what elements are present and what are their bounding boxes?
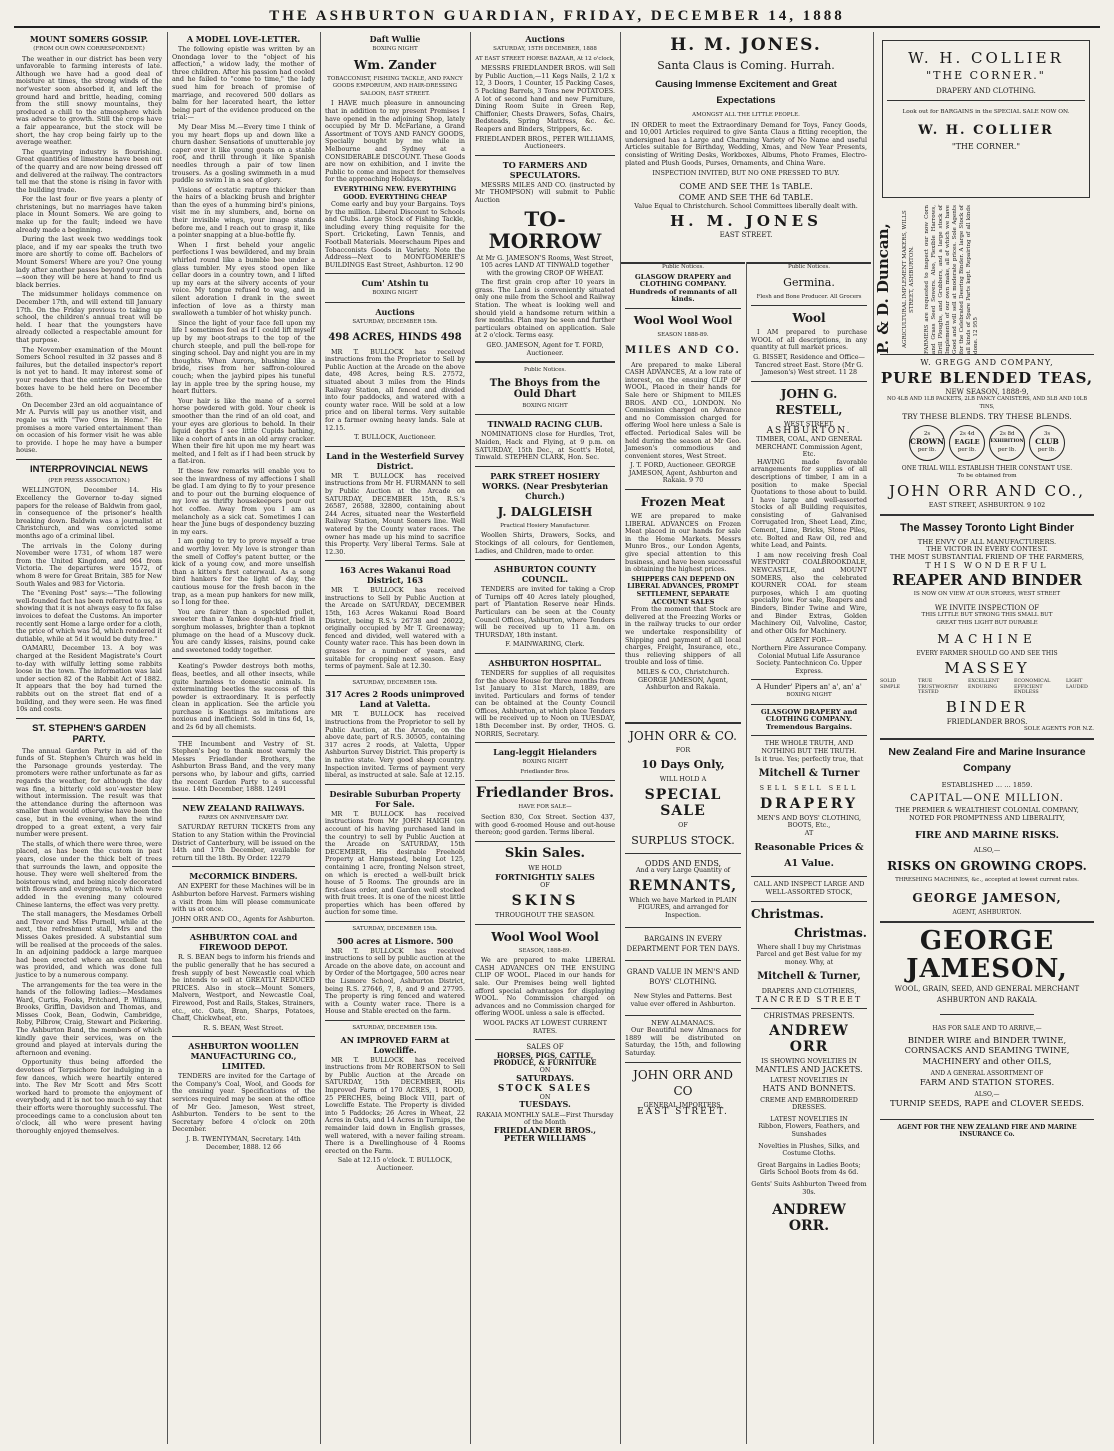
paragraph: When I first beheld your angelic perfections I was bewildered, and my brain whirled round like a bumble bee under a glass tumbler. My eyes stood open like cellar doors in a country town, and I lifted up my ears at the silvery accents of your voice. My tongue refused to wag, and in silent adoration I drank in the sweet infection of love as a thirsty man swalloweth a tumbler of hot whisky punch. xyxy=(172,240,315,318)
packets: NO 4LB AND 1LB PACKETS, 2LB FANCY CANISTERS, AND 5LB AND 10LB TINS, xyxy=(886,396,1088,410)
wool-sign: G. BISSET, Residence and Office—Tancred street East. Store (Mr G. Jameson's) West street. 11 28 xyxy=(753,352,865,377)
public-notices: Public Notices. xyxy=(523,367,567,374)
land-text: MR T. BULLOCK has received instructions from Mr H. FURMANN to sell by Public Auction at the Arcade on SATURDAY, DECEMBER 15th, R.S.'s 26587, 26588, 32800, containing about 244 Acres, situated near the Westerfield Railway Station, Mount Somers line. Well watered by the County water races. The owner has made up his mind to sacrifice this Property. Very liberal Terms. Sale at 12.30. xyxy=(325,471,465,556)
friedlander-text: Section 830, Cox Street. Section 437, with good 6-roomed House and out-house thereon; good garden. Terms liberal. xyxy=(475,813,615,837)
on-view: IS NOW ON VIEW AT OUR STORES, WEST STREET xyxy=(913,591,1061,598)
miles-co: MILES AND CO. xyxy=(625,344,741,356)
acres-text: MR T. BULLOCK has received instructions from the Proprietor to Sell by Public Auction at the Arcade on the above date, 498 Acres, being R.S. 27572, situated about 3 miles from the Hinds Railway Station, all fenced and divided into four paddocks, and watered with a county water race. Will be sold at a low price and on liberal terms. Very suitable for a farmer owning heavy lands. Sale at 12.15. xyxy=(325,347,465,432)
zander-text: I HAVE much pleasure in announcing that in addition to my present Premises I have opened in the adjoining Shop, lately occupied by Mr D. McFarlane, a Grand Assortment of TOYS AND FANCY GOODS, Specially bought by me while in Melbourne and Sydney at a CONSIDERABLE DISCOUNT. These Goods are now on exhibition, and I invite the Public to come and inspect for themselves for the approaching Holidays. xyxy=(325,99,465,184)
germina-sub: Flesh and Bone Producer. All Grocers xyxy=(756,293,862,300)
mens: MEN'S AND BOYS' CLOTHING, BOOTS, Etc., xyxy=(756,813,861,830)
collier-title-2: W. H. COLLIER xyxy=(918,123,1054,138)
mitchell-turner: Mitchell & Turner xyxy=(758,768,860,780)
wool: Wool xyxy=(792,311,826,326)
wool-heading: Wool Wool Wool xyxy=(633,313,733,327)
look-out: Look out for BARGAINS in the SPECIAL SALE NOW ON. xyxy=(902,109,1070,115)
invite: WE INVITE INSPECTION OF xyxy=(934,603,1040,612)
paragraph: During the last week two weddings took place, and if my ear speaks the truth two more are shortly to come off. Bachelors of Mount Somers! Where are you? One young lady after another passes beyond your reach—soon they will be here at hand to find us black berries. xyxy=(16,235,162,289)
attr-true: TRUE TRUSTWORTHY TESTED xyxy=(918,679,959,696)
subheading: (FROM OUR OWN CORRESPONDENT.) xyxy=(33,46,145,52)
fbros-footer: FRIEDLANDER BROS., xyxy=(493,1125,597,1136)
zander-text-2: Come early and buy your Bargains. Toys by the million. Liberal Discount to Schools and Clubs. Large Stock of Fishing Tackle, including every thing requisite for the Sport. Cricketing, Lawn Tennis, and Football Materials. Meerschaum Pipes and Tobacconists Goods in Variety. Note the Address—Next to MONTGOMERIE'S BUILDINGS East Street, Ashburton. 12 90 xyxy=(325,200,465,269)
of: OF xyxy=(678,820,688,829)
binder: BINDER xyxy=(945,697,1029,716)
column-1 xyxy=(12,32,166,1444)
we-hold: WE HOLD xyxy=(528,863,562,872)
amongst: AMONGST ALL THE LITTLE PEOPLE. xyxy=(692,112,800,118)
boxing-night: BOXING NIGHT xyxy=(372,46,418,52)
timber: TIMBER, COAL, AND GENERAL MERCHANT. Commission Agent, Etc. xyxy=(755,434,863,459)
tea-exhibition: 2s 8d EXHIBITION per lb. xyxy=(989,425,1025,461)
coal-heading: ASHBURTON COAL and FIREWOOD DEPOT. xyxy=(189,932,298,953)
showing: IS SHOWING NOVELTIES IN xyxy=(761,1057,857,1066)
restell: JOHN G. RESTELL, xyxy=(775,386,843,417)
farm-text: MR T. BULLOCK has received instructions from Mr ROBERTSON to Sell by Public Auction at the Arcade on SATURDAY, 15th DECEMBER, His Improved Farm of 170 ACRES, 1 ROOD, 25 PERCHES, being Block VIII, part of Lowcliffe Estate. The Property is divided into 5 Paddocks; 26 Acres in Wheat, 22 Acres in Oats, and 14 Acres in Turnips, the remainder laid down in English grasses, well watered, with a never failing stream. There is a Dwellinghouse of 4 Rooms erected on the Farm. xyxy=(325,1055,465,1155)
bargains: BARGAINS IN EVERY DEPARTMENT FOR TEN DAYS. xyxy=(626,935,740,954)
whole-truth: THE WHOLE TRUTH, AND NOTHING BUT THE TRUTH. xyxy=(761,739,857,755)
where: Where shall I buy my Christmas Parcel and get Best value for my money. Why, at xyxy=(756,942,862,966)
ribbon: Ribbon, Flowers, Feathers, and Sunshades xyxy=(758,1122,860,1138)
established: ESTABLISHED ... ... 1859. xyxy=(941,780,1033,789)
of: OF xyxy=(540,881,550,890)
pure-teas: PURE BLENDED TEAS, xyxy=(880,368,1094,387)
at: AT xyxy=(804,828,814,837)
paragraph: The arrangements for the tea were in the hands of the following ladies:—Mesdames Ward, Curtis, Fooks, Pritchard, P. Williams, Brooks, Griffin, Davidson and Thomas, and Misses Cook, Bean, Godwin, Cambridge, Roby, Pilbrow, Craig, Stewart and Pickering. The Ashburton Band, the members of which kindly gave their services, was on the ground and played at intervals during the afternoon and evening. xyxy=(16,980,162,1057)
binders-heading: McCORMICK BINDERS. xyxy=(189,871,298,882)
heading-mount-somers: MOUNT SOMERS GOSSIP. xyxy=(29,34,149,44)
daft-wullie: Daft Wullie xyxy=(369,34,421,44)
noted: NOTED FOR PROMPTNESS AND LIBERALITY, xyxy=(909,813,1065,822)
andrew-orr: ANDREW ORR xyxy=(769,1023,849,1056)
paragraph: If these few remarks will enable you to see the inwardness of my affections I shall be glad. I am dying to fly to your presence and to pour out the burning eloquence of my love as thrifty housekeepers pour out hot coffee. Away from you I am as melancholy as a sick cat. Sometimes I can hear the June bugs of despondency buzzing in my ears. xyxy=(172,467,315,536)
lismore-text: MR T. BULLOCK has received instructions to sell by public auction at the Arcade on the above date, on account and by Order of the Mortgagee, 500 acres near the Lismore School, Ashburton District, being R.S. 27646, 7, 8, and 9 and 27795. The property is ring fenced and watered with a County water race. There is a House and Stable erected on the farm. xyxy=(325,946,465,1016)
ashburton: ASHBURTON. xyxy=(766,426,852,437)
nz-fire: New Zealand Fire and Marine Insurance Company xyxy=(888,745,1086,774)
suburban-heading: Desirable Suburban Property For Sale. xyxy=(329,788,461,809)
paragraph: The midsummer holidays commence on December 17th, and will extend till January 17th. On the Friday previous to taking up school, the children's annual treat will be held. I hear that the youngsters have already collected a respectable amount for that purpose. xyxy=(16,290,162,344)
lismore-heading: 500 acres at Lismore. 500 xyxy=(336,935,454,946)
new-season: NEW SEASON, 1888-9, xyxy=(945,387,1029,396)
agent-for: AGENT FOR— xyxy=(785,636,833,645)
friedlander-heading: Friedlander Bros. xyxy=(476,785,614,802)
friedlander: FRIEDLANDER BROS. xyxy=(946,717,1028,726)
paragraph: Since the light of your face fell upon my life I sometimes feel as if I could lift myself up by my boot-straps to the top of the church steeple, and pull the bell-rope for singing school. Day and night you are in my thoughts. When Aurora, blushing like a bride, rises from her saffron-coloured couch; when the jaybird pipes his tuneful lay in apple tree by the spring house, my heart flutters. xyxy=(172,318,315,396)
farm-heading: AN IMPROVED FARM at Lowcliffe. xyxy=(340,1034,450,1055)
also: ALSO,— xyxy=(973,846,1001,855)
boxing-night: BOXING NIGHT xyxy=(372,290,418,297)
auctions-heading: Auctions xyxy=(525,34,565,44)
drapery: DRAPERY xyxy=(759,795,859,812)
paragraph: You are fairer than a speckled pullet, sweeter than a Yankee dough-nut fried in sorghum molasses, brighter than a topknot plumage on the head of a Muscovy duck. You are candy kisses, raisins, pound cake and sweetened toddy together. xyxy=(172,607,315,654)
woollen-heading: ASHBURTON WOOLLEN MANUFACTURING CO., LIMITED. xyxy=(188,1041,299,1072)
railways-sub: FARES ON ANNIVERSARY DAY. xyxy=(198,814,289,821)
wool-text: I AM prepared to purchase WOOL of all descriptions, in any quantity at full market prices. xyxy=(751,328,867,352)
john-orr: JOHN ORR & CO. xyxy=(629,728,737,743)
inspection: INSPECTION INVITED, BUT NO ONE PRESSED TO BUY. xyxy=(652,169,840,178)
date-line: SATURDAY, 15TH DECEMBER, 1888 xyxy=(493,46,597,52)
dresses: DRESSES. xyxy=(791,1103,827,1112)
paragraph: OAMARU, December 13. A boy was charged at the Resident Magistrate's Court to-day with wilfully letting some rabbits loose in the town. The information was laid under section 82 of the Rabbit Act of 1882. It appears that the boy had turned the rabbits out on the street flat end of a building, and they were seen. He was fined 10s and costs. xyxy=(16,644,162,714)
frozen-sign: MILES & CO., Christchurch. GEORGE JAMESON, Agent, Ashburton and Rakaia. xyxy=(636,667,730,692)
boxing-night: BOXING NIGHT xyxy=(786,691,832,698)
county-heading: ASHBURTON COUNTY COUNCIL. xyxy=(493,564,597,585)
tomorrow-heading: TO-MORROW xyxy=(488,206,602,253)
skins: SKINS xyxy=(511,893,579,909)
auctions-heading: Auctions xyxy=(375,307,415,318)
paragraph: The stalls, of which there were three, were placed, as has been the custom in past years, close under the thick belt of trees that surrounds the lawn, and opposite the house. They were well sheltered from the boisterous wind, and being nicely decorated with flowers and evergreens, to which were added in the evening many coloured Chinese lanterns, the effect was very pretty. xyxy=(16,839,162,909)
attr-light: LIGHT LAUDED xyxy=(1066,679,1088,690)
column-3 xyxy=(321,32,469,1444)
stock-sales: STOCK SALES xyxy=(497,1084,593,1095)
sole-agents: SOLE AGENTS FOR N.Z. xyxy=(1024,726,1094,733)
hm-jones-title: H. M. JONES. xyxy=(670,35,822,55)
premier: THE PREMIER & WEALTHIEST COLONIAL COMPANY, xyxy=(895,805,1079,814)
massey: MASSEY xyxy=(944,659,1030,678)
hats: HATS AND BONNETS. xyxy=(762,1084,856,1093)
wool-merchant: WOOL, GRAIN, SEED, AND GENERAL MERCHANT xyxy=(894,984,1080,993)
bazaar-text: MESSRS FRIEDLANDER BROS. will Sell by Public Auction,—11 Kegs Nails, 2 1/2 x 12, 3 Doors, 1 Counter, 15 Packing Cases, 5 Packing Barrels, 3 Tons new POTATOES. A lot of second hand and new Furniture, Dining Room Suite in Green Rep, Chiffonier, Chests Drawers, Sofas, Chairs, Bedsteads, Spring Mattress, &c. &c. Reapers and Binders, Strippers, &c. xyxy=(475,64,615,133)
hpc: HORSES, PIGS, CATTLE, PRODUCE, & FURNITURE xyxy=(493,1050,597,1068)
also-2: ALSO,— xyxy=(974,1090,1000,1098)
dalgleish-text: Woollen Shirts, Drawers, Socks, and Stockings of all colours, for Gentlemen, Ladies, and Children, made to order. xyxy=(475,531,615,555)
railways-text: SATURDAY RETURN TICKETS from any Station to any Station within the Provincial District of Canterbury, will be issued on the 14th and 17th December, available for return till the 18th. By Order. 12279 xyxy=(172,823,315,862)
christmas-1: Christmas. xyxy=(751,906,824,921)
fortnightly: FORTNIGHTLY SALES xyxy=(495,872,595,883)
hm-jones-2: H. M. JONES xyxy=(670,212,822,231)
saturdays: SATURDAYS. xyxy=(516,1072,574,1083)
massey-attributes xyxy=(880,679,1094,696)
collier-title: W. H. COLLIER xyxy=(908,49,1064,67)
to-be-obtained: To be obtained from xyxy=(957,472,1017,479)
sell: SELL SELL SELL xyxy=(759,784,859,793)
woollen-sign: J. B. TWENTYMAN, Secretary. 14th December, 1888. 12 66 xyxy=(186,1135,301,1151)
east-street: EAST STREET. xyxy=(637,1107,729,1118)
is-true: Is it true. Yes; perfectly true, that xyxy=(754,754,864,763)
paragraph: My Dear Miss M.—Every time I think of you my heart flops up and down like a churn dasher. Sensations of unutterable joy caper over it like young goats on a stable roof, and thrill through it like Spanish needles through a pair of tow linen trousers. As a gosling swimmeth in a mud puddle so swim I in a sea of glory. xyxy=(172,122,315,185)
footer-agent: AGENT FOR THE NEW ZEALAND FIRE AND MARINE INSURANCE Co. xyxy=(897,1123,1077,1139)
bhoys-heading: The Bhoys from the Ould Dhart xyxy=(489,377,601,400)
attr-econ: ECONOMICAL EFFICIENT ENDLESS xyxy=(1014,679,1051,696)
frozen-text-2: From the moment that Stock are delivered at the Freezing Works or in the railway trucks to our order we undertake responsibility of Shipping and payment of all local charges, Freight, Insurance, etc., thus relieving shippers of all trouble and loss of time. xyxy=(625,605,741,667)
farm-sign: Sale at 12.15 o'clock. T. BULLOCK, Auctioneer. xyxy=(337,1156,453,1172)
coal-sign: R. S. BEAN, West Street. xyxy=(203,1023,284,1032)
masthead xyxy=(14,6,1100,28)
fb-sign: FRIEDLANDER BROS., PETER WILLIAMS, Auctioneers. xyxy=(475,134,615,151)
grand-value: GRAND VALUE IN MEN'S AND BOYS' CLOTHING. xyxy=(626,968,740,987)
sect-heading: 163 Acres Wakanui Road District, 163 xyxy=(339,565,451,586)
threshing: THRESHING MACHINES, &c., accepted at lowest current rates. xyxy=(895,876,1079,883)
mantles: MANTLES AND JACKETS. xyxy=(755,1064,863,1074)
xmas-presents: CHRISTMAS PRESENTS. xyxy=(763,1011,855,1020)
boxing-night: BOXING NIGHT xyxy=(522,402,568,409)
wool-text: We are prepared to make LIBERAL CASH ADVANCES ON THE ENSUING CLIP OF WOOL. Placed in our hands for sale. Our Premises being well lighted afford special advantages for displaying WOOL. No Commission charged on advances and no Commission charged for offering WOOL unless a sale is effected. xyxy=(475,956,615,1018)
binders-text: AN EXPERT for these Machines will be in Ashburton before Harvest. Farmers wishing a visit from him will please communicate with us at once. xyxy=(172,882,315,914)
paragraph: I am going to try to prove myself a true and worthy lover. My love is stronger than the smell of Coffey's patent butter, or the kick of a young cow, and more unselfish than a kitten's first caterwaul. As a song bird hankers for the light of day, the cautious mouse for the fresh bacon in the trap, as a mean pup hankers for new milk, so I long for thee. xyxy=(172,537,315,607)
ashburton-rakaia: ASHBURTON AND RAKAIA. xyxy=(936,995,1038,1004)
glasgow: GLASGOW DRAPERY and CLOTHING COMPANY. Hundreds of remnants of all kinds. xyxy=(629,272,737,304)
railways-heading: NEW ZEALAND RAILWAYS. xyxy=(182,802,305,813)
tea-crown: 2s CROWN per lb. xyxy=(909,425,945,461)
fbros-small: Friedlander Bros. xyxy=(520,768,570,775)
john-orr-2: JOHN ORR AND CO xyxy=(633,1067,733,1098)
attr-solid: SOLID SIMPLE xyxy=(880,679,901,690)
subheading: (PER PRESS ASSOCIATION.) xyxy=(48,477,130,484)
paragraph: The November examination of the Mount Somers School resulted in 32 passes and 8 failures, but the detailed inspector's report is not yet to hand. It may interest some of your readers that the entries for two of the boxes have to be held here on December 26th. xyxy=(16,345,162,400)
large-qty: And a very Large Quantity of xyxy=(635,866,731,875)
collier-ad xyxy=(882,40,1090,198)
wool-heading: Wool Wool Wool xyxy=(491,929,599,944)
paragraph: The stall managers, the Mesdames Orbell and Trevor and Miss Purnell, while at the next, the refreshment stall, Mrs and the Misses Oakes presided. A substantial sum will be realised at the proceeds of the sales. In an adjoining paddock a large marquee had been erected where an excellent tea was provided, and which was done full justice to by a numerous company. xyxy=(16,910,162,979)
hospital-heading: ASHBURTON HOSPITAL. xyxy=(488,657,602,668)
six-table: COME AND SEE THE 6d TABLE. xyxy=(678,192,814,202)
santa: Santa Claus is Coming. Hurrah. xyxy=(657,59,835,72)
tomorrow-sign: GEO. JAMESON, Agent for T. FORD, Auctioneer. xyxy=(486,341,604,357)
christmas-2: Christmas. xyxy=(794,925,867,940)
fire-marine: FIRE AND MARINE RISKS. xyxy=(915,830,1059,842)
bazaar-line: AT EAST STREET HORSE BAZAAR, At 12 o'clock, xyxy=(475,55,615,62)
shippers: SHIPPERS CAN DEPEND ON LIBERAL ADVANCES, PROMPT SETTLEMENT, SEPARATE ACCOUNT SALES xyxy=(627,574,739,606)
hielanders: Lang-leggit Hielanders xyxy=(493,747,597,758)
season: SEASON, 1888-89. xyxy=(518,947,572,954)
new-styles: New Styles and Patterns. Best value ever offered in Ashburton. xyxy=(630,992,736,1009)
reaper-binder: REAPER AND BINDER xyxy=(892,571,1082,590)
attr-exc: EXCELLENT ENDURING xyxy=(968,679,1000,690)
marked: Which we have Marked in PLAIN FIGURES, and arranged for Inspection. xyxy=(629,895,737,919)
heading-garden-party: ST. STEPHEN'S GARDEN PARTY. xyxy=(32,722,146,745)
boxing-night: BOXING NIGHT xyxy=(522,759,568,766)
column-4 xyxy=(471,32,619,1444)
heading-interprovincial: INTERPROVINCIAL NEWS xyxy=(29,463,149,475)
acres-heading: 498 ACRES, HINDS 498 xyxy=(328,331,462,343)
novelties: Novelties in Plushes, Silks, and Costume Cloths. xyxy=(758,1141,860,1158)
throughout: THROUGHOUT THE SEASON. xyxy=(495,911,595,919)
tea-club: 3s CLUB per lb. xyxy=(1029,425,1065,461)
andrew-orr-2: ANDREW ORR. xyxy=(772,1202,846,1235)
paragraph: The "Evening Post" says:—"The following well-founded fact has been referred to us, as showing that it is not always easy to fix false invoices to defeat the Customs. An importer recently sent Home a large order for a cloth, the price of which was 5d, which rendered it dutiable, while at 5d it would be duty free." xyxy=(16,589,162,643)
capital: CAPITAL—ONE MILLION. xyxy=(910,793,1064,805)
causing: Causing Immense Excitement and Great Expectations xyxy=(655,79,837,106)
zander-new: EVERYTHING NEW. EVERYTHING GOOD. EVERYTHING CHEAP xyxy=(333,184,457,201)
season: SEASON 1888-89. xyxy=(657,331,709,338)
west-street: WEST STREET, xyxy=(783,419,835,428)
one-table: COME AND SEE THE 1s TABLE. xyxy=(679,181,813,191)
mitchell-turner-2: Mitchell & Turner, xyxy=(757,971,861,983)
tomorrow-text-2: The first grain crop after 10 years in grass. The Land is conveniently situated only one mile from the School and Railway Station. The wheat is looking well and should yield a handsome return within a few months. Plan may be seen and further particulars obtained on application. Sale at 2 o'clock. Terms easy. xyxy=(475,278,615,340)
on: ON xyxy=(539,1092,551,1101)
tea-circles xyxy=(880,425,1094,461)
heading-love-letter: A MODEL LOVE-LETTER. xyxy=(186,34,301,44)
frozen-text: WE are prepared to make LIBERAL ADVANCES on Frozen Meat placed in our hands for sale in the Home Markets. Messrs Munro Bros., our London Agents, give special attention to this business, and have been successful in obtaining the highest prices. xyxy=(625,512,741,574)
john-orr: JOHN ORR AND CO., xyxy=(888,482,1086,501)
east-street: EAST STREET. xyxy=(719,231,773,240)
growing-crops: RISKS ON GROWING CROPS. xyxy=(887,858,1087,873)
turnip-seeds: TURNIP SEEDS, RAPE and CLOVER SEEDS. xyxy=(890,1099,1084,1110)
paragraph: For the last four or five years a plenty of christenings, but no marriages have taken place in Mount Somers. We are going to make up for the fault; indeed we have already made a beginning. xyxy=(16,195,162,234)
duncan-sub: AGRICULTURAL IMPLEMENT MAKERS, WILLS STREET, ASHBURTON. xyxy=(902,210,915,349)
paragraph: On December 23rd an old acquaintance of Mr A. Purvis will pay us another visit, and regale us with "Two Ores in Home." He promises a more varied entertainment than on occasion of his former visit he was able to provide. I hope he may have a bumper house. xyxy=(16,400,162,455)
date-line: SATURDAY, DECEMBER 15th. xyxy=(352,319,438,326)
boots: Great Bargains in Ladies Boots; Girls School Boots from 4s 6d. xyxy=(757,1160,861,1177)
call-inspect: CALL AND INSPECT LARGE AND WELL-ASSORTED STOCK, xyxy=(753,880,865,897)
farmers-text: MESSRS MILES AND CO. (instructed by Mr THOMPSON) will submit to Public Auction xyxy=(475,180,615,204)
duncan-title: P. & D. Duncan, xyxy=(874,223,892,354)
this-wonderful: THIS WONDERFUL xyxy=(925,560,1049,570)
drapery: DRAPERY AND CLOTHING. xyxy=(936,87,1036,95)
column-5b xyxy=(747,262,871,1444)
valetta-text: MR T. BULLOCK has received instructions from the Proprietor to sell by Public Auction, at the Arcade, on the above date, part of R.S. 30505, containing 317 acres 2 roods, at Valetta, Upper Ashburton Survey District. This property is in native state. Very good sheep country. Inspection invited. Terms of payment very liberal, as instructed at sale. Sale at 12.15. xyxy=(325,710,465,780)
date-line: SATURDAY, DECEMBER 15th. xyxy=(352,679,438,686)
hospital-text: TENDERS for supplies of all requisites for the above House for three months from 1st January to 31st March, 1889, are invited. Particulars and forms of tender can be obtained at the County Council Offices, Ashburton, at which place Tenders will be received up to Noon on TUESDAY, 18th December inst. By order, THOS. G. NORRIS, Secretary. xyxy=(475,668,615,738)
suburban-text: MR T. BULLOCK has received instructions from Mr JOHN HAIGH (on account of his having purchased land in the country) to sell by Public Auction at the Arcade on SATURDAY, 15th DECEMBER, His desirable Freehold Property at Hampstead, being Lot 125, containing 1 acre, fronting Nelson street, on which is erected a well-built brick house of 5 Rooms. The grounds are in first-class order, and Garden well stocked with fruit trees. It is one of the nicest little properties which has been offered by auction for some time. xyxy=(325,809,465,917)
land-heading: Land in the Westerfield Survey District. xyxy=(326,450,464,471)
column-2 xyxy=(168,32,319,1444)
pw-footer: PETER WILLIAMS xyxy=(503,1132,587,1143)
special-sale: SPECIAL SALE xyxy=(644,786,722,819)
tuesdays: TUESDAYS. xyxy=(519,1099,571,1110)
try-blends: TRY THESE BLENDS. TRY THESE BLENDS. xyxy=(902,412,1072,422)
date-line: SATURDAY, DECEMBER 15th. xyxy=(352,926,438,933)
corner: "THE CORNER." xyxy=(926,69,1046,82)
paragraph: Opportunity thus being afforded the devotees of Terpsichore for indulging in a few dances, which were heartily entered into. The Rev Mr Scott and Mrs Scott worked hard to promote the enjoyment of everybody, and it is not too much to say that their efforts were thoroughly successful. The proceedings came to a conclusion about ten o'clock, all who were present having thoroughly enjoyed themselves. xyxy=(16,1058,162,1135)
massey-title: The Massey Toronto Light Binder xyxy=(900,521,1074,534)
drapers: DRAPERS AND CLOTHIERS, xyxy=(761,987,857,996)
has-for-sale: HAS FOR SALE AND TO ARRIVE,— xyxy=(932,1025,1042,1033)
column-5a xyxy=(621,262,745,1444)
paragraph: The quarrying industry is flourishing. Great quantities of limestone have been out of the quarry and are now being dressed off and delivered at the railway. The contractors tell me that the stone is rising in favor with the building trade. xyxy=(16,147,162,194)
have-for-sale: HAVE FOR SALE— xyxy=(518,804,572,811)
latest-2: LATEST NOVELTIES IN xyxy=(770,1114,848,1123)
woollen-text: TENDERS are invited for the Cartage of the Company's Coal, Wool, and Goods for the ensuing year. Specifications of the services required may be seen at the office of Mr Geo. Jameson, West street, Ashburton. Tenders to be sent to the Secretary before 4 o'clock on 20th December. xyxy=(172,1072,315,1134)
county-sign: F. MAINWARING, Clerk. xyxy=(505,640,585,649)
thanks-notice: THE Incumbent and Vestry of St. Stephen's beg to thank most warmly the Messrs Friedlander Brothers, the Ashburton Brass Band, and the very many persons who, by labour and gifts, carried the recent Garden Party to a successful issue. 14th December, 1888. 12491 xyxy=(172,739,315,794)
little-strong: THIS LITTLE BUT STRONG THIS SMALL BUT GREAT THIS LIGHT BUT DURABLE xyxy=(921,612,1053,626)
binders-sign: JOHN ORR AND CO., Agents for Ashburton. xyxy=(172,914,315,923)
public-notices: Public Notices. xyxy=(661,264,705,270)
hm-jones-ad xyxy=(621,32,871,257)
coal-text: R. S. BEAN begs to inform his friends and the public generally that he has secured a fresh supply of best Newcastle coal which he intends to sell at GREATLY REDUCED PRICES. Also in stock—Mount Somers, Malvern, Westport, and Newcastle Coal, Firewood, Post and Rails, Stakes, Strainers, etc., etc. Oats, Bran, Sharps, Potatoes, Chaff, Chickwheat, etc. xyxy=(172,953,315,1023)
duncan-ad xyxy=(874,205,1094,355)
tancred: TANCRED STREET xyxy=(755,995,863,1005)
masthead-title: THE ASHBURTON GUARDIAN, FRIDAY, DECEMBER 14, 1888 xyxy=(269,8,845,24)
paragraph: The following epistle was written by an Onondaga lover to the "object of his affection," a widow lady, the mother of three children. After his passion had cooled and he failed to "come to time," the lady sued him for breach of promise of marriage, and recovered 500 dollars as balm for her lacerated heart, the letter being part of the evidence produced on the trial:— xyxy=(172,45,315,122)
miles-sign: J. T. FORD, Auctioneer. GEORGE JAMESON, Agent, Ashburton and Rakaia. 9 70 xyxy=(628,461,738,485)
farm-stores: FARM AND STATION STORES. xyxy=(919,1078,1055,1089)
racing-text: NOMINATIONS close for Hurdles, Trot, Maiden, Hack and Flying, at 9 p.m. on SATURDAY, 15th Dec., at Scott's Hotel, Tinwald. STEPHEN CLARK, Hon. Sec. xyxy=(475,430,615,462)
surplus: SURPLUS STOCK. xyxy=(631,833,735,847)
germina: Germina. xyxy=(783,275,835,289)
almanacs-text: Our Beautiful new Almanacs for 1889 will be distributed on Saturday, the 15th, and following Saturday. xyxy=(625,1026,741,1058)
machine: MACHINE xyxy=(937,631,1037,646)
zander-sub: TOBACCONIST, FISHING TACKLE, AND FANCY GOODS EMPORIUM, AND HAIR-DRESSING SALOON, EAST STREET. xyxy=(327,75,463,97)
jorr-address: EAST STREET, ASHBURTON. 9 102 xyxy=(928,501,1046,510)
paragraph: The annual Garden Party in aid of the funds of St. Stephen's Church was held in the Parsonage grounds yesterday. The promoters were rather unfortunate as far as regards the weather, for although the day was fine, a bitterly cold sou'-wester blew without intermission. The result was that the attendance during the afternoon was smaller than would otherwise have been the case, but in the evening, when the wind dropped to a great extent, a very fair number were present. xyxy=(16,746,162,839)
tea-eagle: 2s 4d EAGLE per lb. xyxy=(949,425,985,461)
general-assortment: AND A GENERAL ASSORTMENT OF xyxy=(930,1069,1044,1077)
bullock-sign: T. BULLOCK, Auctioneer. xyxy=(354,433,436,442)
tomorrow-text: At Mr G. JAMESON'S Rooms, West Street, 105 acres LAND AT TINWALD together with the growing CROP OF WHEAT. xyxy=(476,253,614,277)
skin-sales: Skin Sales. xyxy=(504,845,586,861)
keating-ad: Keating's Powder destroys both moths, fleas, beetles, and all other insects, while quite harmless to domestic animals. In exterminating beetles the success of this powder is extraordinary. It is perfectly clean in application. See the article you purchase is Keatings as imitations are noxious and inefficient. Sold in tins 6d, 1s, and 2s 6d by all chemists. xyxy=(172,662,315,732)
paragraph: WELLINGTON, December 14. His Excellency the Governor to-day signed papers for the release of Baldwin from gaol, in consequence of the prisoner's health breaking down. Baldwin was a journalist at Christchurch, and was convicted some months ago of a criminal libel. xyxy=(16,486,162,541)
restell-text-2: I am now receiving fresh Coal WESTPORT COALBROOKDALE, NEWCASTLE, and MOUNT SOMERS, also the celebrated KOURNER COAL for steam purposes, which I am quoting specially low. For sale, Reapers and Binders, Binder Twine and Wire, and Binder Extras, Golden Machinery Oil, Valvoline, Castor, and other Oils for Machinery. xyxy=(751,550,867,635)
latest: LATEST NOVELTIES IN xyxy=(770,1076,848,1085)
victor: THE VICTOR IN EVERY CONTEST. xyxy=(926,545,1048,554)
column-6 xyxy=(876,205,1098,1445)
agent-text: Northern Fire Assurance Company. Colonial Mutual Life Assurance Society. Pantechnicon Co. Upper Express. xyxy=(751,643,867,675)
wool-packs: WOOL PACKS AT LOWEST CURRENT RATES. xyxy=(482,1018,608,1035)
value-line: Value Equal to Christchurch. School Committees liberally dealt with. xyxy=(634,201,858,210)
farmers-heading: TO FARMERS AND SPECULATORS. xyxy=(502,159,588,180)
paragraph: The arrivals in the Colony during November were 1731, of whom 187 were from the United Kingdom, and 964 from Victoria. The departures were 1572, of whom 8 were for Great Britain, 385 for New South Wales and 983 for Victoria. xyxy=(16,541,162,588)
zander-title: Wm. Zander xyxy=(353,57,437,72)
sales-of: SALES OF xyxy=(526,1043,564,1052)
paragraph: The weather in our district has been very unfavorable to farming interests of late. Although we have had a good deal of moisture at times, the strong winds of the nor'wester soon absorbed it, and left the ground hard and brittle, heading, coming from the still snowy mountains, they produced a chill to the atmosphere which was adverse to growth. Still the crops have a fair appearance, but the stock will be short, the hay crop being fairly up to the average weather. xyxy=(16,54,162,147)
one-trial: ONE TRIAL WILL ESTABLISH THEIR CONSTANT USE. xyxy=(901,464,1073,472)
valetta-heading: 317 Acres 2 Roods unimproved Land at Valetta. xyxy=(325,689,465,710)
binder-wire: BINDER WIRE and BINDER TWINE, xyxy=(907,1035,1067,1046)
will-hold: WILL HOLD A xyxy=(659,775,707,784)
cornsacks: CORNSACKS AND SEAMING TWINE, xyxy=(904,1046,1070,1057)
restell-text: HAVING made favorable arrangements for supplies of all descriptions of timber, I am in a position to make Special Quotations to those about to build. I have large and well-assorted Stocks of all Building requisites, consisting of Galvanised Corrugated Iron, Sheet Lead, Zinc, Cement, Lime, Bricks, Stone Piles, etc. Bolted and Raw Oil, red and white Lead, and Paints. xyxy=(751,457,867,550)
george-jameson-big: GEORGE JAMESON, xyxy=(906,925,1068,984)
paragraph: Visions of ecstatic rapture thicker than the hairs of a blacking brush and brighter than the eyes of a humming bird's pinions, visit me in my slumbers, and, borne on their invisible wings, your image stands before me, and I reach out to grasp it, like a pointer snapping at a blue-bottle fly. xyxy=(172,185,315,240)
envy: THE ENVY OF ALL MANUFACTURERS. xyxy=(917,537,1057,546)
remnants: REMNANTS, xyxy=(628,877,738,894)
gregg: W. GREGG AND COMPANY, xyxy=(920,358,1054,367)
racing-heading: TINWALD RACING CLUB. xyxy=(487,419,603,430)
importers: GENERAL IMPORTERS, xyxy=(643,1100,723,1109)
cum-atshin: Cum' Atshin tu xyxy=(361,278,429,289)
miles-text: Are prepared to make Liberal CASH ADVANCES, At a low rate of interest, on the ensuing CLIP OF WOOL, Placed in their hands for Sale here or Shipment to MILES BROS. AND CO., LONDON. No Commission charged on Advance and no Commission charged for offering Wool here unless a Sale is effected. Periodical Sales will be held during the season at Mr Geo. Jameson's commodious and convenient stores, West Street. xyxy=(625,360,741,460)
paragraph: Your hair is like the mane of a sorrel horse powdered with gold. Your cheek is smoother than the rind of an old coat, and your eyes are glorious to behold. In their liquid depths I see little Cupids bathing, like a cohort of ants in an old army cracker. When their fire hit upon me my heart was melted, and I felt as if I had been struck by a flat-iron. xyxy=(172,396,315,466)
on: ON xyxy=(539,1065,551,1074)
corner-2: "THE CORNER." xyxy=(951,142,1021,151)
rakaia: RAKAIA MONTHLY SALE—First Thursday of the Month xyxy=(476,1110,614,1127)
public-notices: Public Notices. xyxy=(787,264,831,270)
almanacs: NEW ALMANACS. xyxy=(651,1018,715,1027)
reasonable: Reasonable Prices & A1 Value. xyxy=(754,842,864,870)
gents: Gents' Suits Ashburton Tweed from 30s. xyxy=(751,1179,867,1196)
hunder-pipers: A Hunder' Pipers an' a', an' a' xyxy=(756,683,862,692)
george-jameson: GEORGE JAMESON, xyxy=(912,891,1062,906)
county-text: TENDERS are invited for taking a Crop of Turnips off 40 Acres lately ploughed, part of Plantation Reserve near Hinds. Particulars can be seen at the County Council Offices, Ashburton, where Tenders will be received up to 11 a.m. on THURSDAY, 18th instant. xyxy=(475,585,615,639)
santa-text: IN ORDER to meet the Extraordinary Demand for Toys, Fancy Goods, and 10,001 Articles required to give Santa Claus a fitting reception, the undersigned has a Large and Charming Variety of No Name and useful Articles suitable for Birthday, Wedding, Xmas, and New Year Presents, consisting of Writing Desks, Workboxes, Albums, Photo Frames, Electro-plated and Plush Goods, Purses, Ornaments, and China Ware. xyxy=(625,120,867,167)
park-heading: PARK STREET HOSIERY WORKS. (Near Presbyterian Church.) xyxy=(481,470,609,501)
frozen-meat: Frozen Meat xyxy=(640,495,726,510)
dalgleish-heading: J. DALGLEISH xyxy=(497,504,593,519)
ten-days: 10 Days Only, xyxy=(641,758,725,772)
glasgow-2: GLASGOW DRAPERY and CLOTHING COMPANY. Tremendous Bargains. xyxy=(760,707,858,731)
duncan-text: FARMERS are requested to inspect our now Corn and Grass Seed Sowers. Also, Flexible Harrows, Drill Ploughs, and Grubbers, and a large stock of Implements of our own make, all of which we have Good and will sell at moderate prices. Sole Agents for the Celebrated Deering Binder. A large Stock of all kinds of Spare Parts kept. Repairing of all kinds done. 12 955 xyxy=(924,205,979,354)
date-line: SATURDAY, DECEMBER 15th. xyxy=(352,1025,438,1031)
dalgleish-sub: Practical Hosiery Manufacturer. xyxy=(500,522,590,529)
machinery-oils: MACHINERY and other OILS, xyxy=(922,1056,1052,1067)
odds: ODDS AND ENDS, xyxy=(644,858,722,868)
for: FOR xyxy=(675,745,691,754)
every-farmer: EVERY FARMER SHOULD GO AND SEE THIS xyxy=(916,649,1058,657)
sect-text: MR T. BULLOCK has received instructions to Sell by Public Auction at the Arcade on SATURDAY, DECEMBER 15th, 163 Acres Wakanui Road Board District, being R.S.'s 26738 and 26022, originally occupied by Mr T. Greenaway; fenced and divided, well watered with a County water race. This has been down in grasses for a number of years, and suitable for cropping next season. Easy terms of payment. Sale at 12.30. xyxy=(325,586,465,671)
agent-ashburton: AGENT, ASHBURTON. xyxy=(952,909,1022,917)
creme: CREME AND EMBROIDERED xyxy=(760,1095,858,1104)
most-substantial: THE MOST SUBSTANTIAL FRIEND OF THE FARMERS, xyxy=(889,552,1085,561)
